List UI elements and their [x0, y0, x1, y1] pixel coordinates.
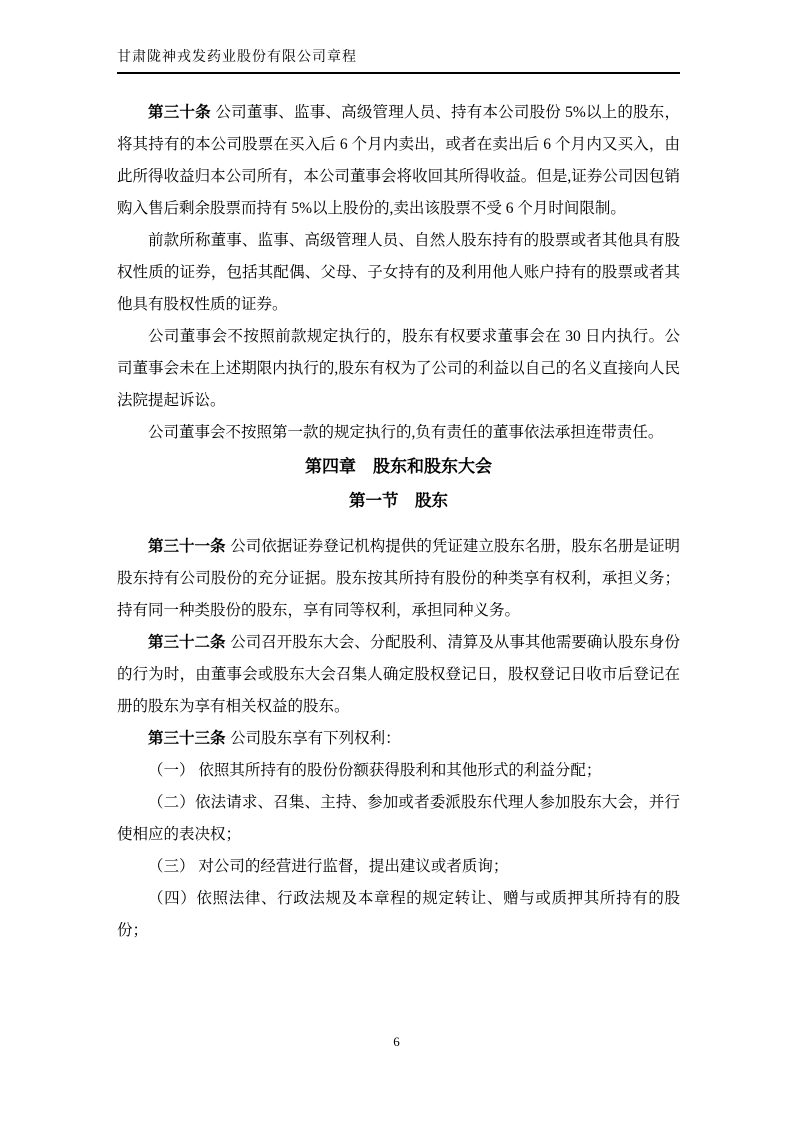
- article-31-text: 公司依据证券登记机构提供的凭证建立股东名册，股东名册是证明股东持有公司股份的充分证据。股东按其所持有股份的种类享有权利，承担义务；持有同一种类股份的股东，享有同等权利，承担同种义务。: [117, 538, 680, 619]
- article-31-number: 第三十一条: [148, 538, 226, 555]
- article-33-text: 公司股东享有下列权利：: [230, 730, 401, 747]
- article-33-paragraph: [117, 723, 680, 755]
- article-30-clause-2: 前款所称董事、监事、高级管理人员、自然人股东持有的股票或者其他具有股权性质的证券，包括其配偶、父母、子女持有的及利用他人账户持有的股票或者其他具有股权性质的证券。: [117, 232, 680, 313]
- article-33-item-3: （三） 对公司的经营进行监督，提出建议或者质询；: [148, 858, 509, 875]
- article-33-item-1: （一） 依照其所持有的股份份额获得股利和其他形式的利益分配；: [148, 762, 602, 779]
- article-33-item-2: （二）依法请求、召集、主持、参加或者委派股东代理人参加股东大会，并行使相应的表决权；: [117, 794, 680, 843]
- article-30-clause-4: 公司董事会不按照第一款的规定执行的,负有责任的董事依法承担连带责任。: [148, 424, 664, 441]
- chapter-4-heading: 第四章 股东和股东大会: [305, 457, 492, 476]
- article-31-paragraph: [117, 531, 680, 627]
- article-30-text: 公司董事、监事、高级管理人员、持有本公司股份 5%以上的股东，将其持有的本公司股票在买入后 6 个月内卖出，或者在卖出后 6 个月内又买入，由此所得收益归本公司所有，本公司董事会将收回其所得收益。但是,证券公司因包销购入售后剩余股票而持有 5%以上股份的,卖出该股票不受 6 个月时间限制。: [117, 104, 680, 217]
- article-32-text: 公司召开股东大会、分配股利、清算及从事其他需要确认股东身份的行为时，由董事会或股东大会召集人确定股权登记日，股权登记日收市后登记在册的股东为享有相关权益的股东。: [117, 634, 680, 715]
- document-header-title: 甘肃陇神戎发药业股份有限公司章程: [117, 50, 357, 65]
- page-number: 6: [393, 1034, 400, 1049]
- article-30-paragraph: [117, 97, 680, 225]
- document-content: [117, 97, 680, 947]
- article-33-item-4: （四）依照法律、行政法规及本章程的规定转让、赠与或质押其所持有的股份；: [117, 890, 680, 939]
- article-32-number: 第三十二条: [148, 634, 226, 651]
- article-30-clause-3: 公司董事会不按照前款规定执行的，股东有权要求董事会在 30 日内执行。公司董事会未在上述期限内执行的,股东有权为了公司的利益以自己的名义直接向人民法院提起诉讼。: [117, 328, 680, 409]
- article-30-number: 第三十条: [148, 104, 211, 121]
- document-footer: [0, 1034, 793, 1050]
- article-33-number: 第三十三条: [148, 730, 226, 747]
- document-header: [117, 50, 680, 74]
- article-32-paragraph: [117, 627, 680, 723]
- section-1-heading: 第一节 股东: [349, 491, 448, 510]
